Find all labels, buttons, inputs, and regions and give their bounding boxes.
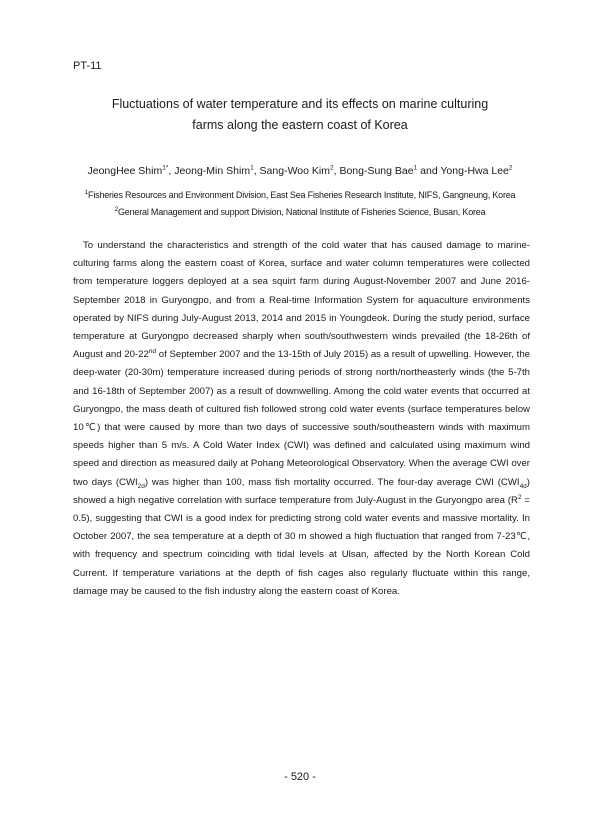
subscript-2d: 2d — [137, 482, 145, 490]
abstract-text: = 0.5), suggesting that CWI is a good index for predicting strong cold water events and massive mortality. In October 2007, the sea temperature at a depth of 30 m showed a high fluctuation that ranged from 7-23℃, with frequency and spectrum coinciding with tidal levels at Ulsan, affected by the North Korean Cold Current. If temperature variations at the depth of fish cages also regularly fluctuate within this range, damage may be caused to the fish industry along the eastern coast of Korea. — [73, 494, 530, 597]
author-separator: , — [253, 165, 260, 177]
abstract-text: ) showed a high negative correlation with surface temperature from July-August in the Guryongpo area (R — [73, 476, 530, 506]
session-code: PT-11 — [73, 60, 102, 72]
author-mark: 2 — [508, 164, 513, 172]
title-line-1: Fluctuations of water temperature and its effects on marine culturing — [111, 97, 489, 111]
author: Bong-Sung Bae — [339, 165, 414, 177]
abstract-text: To understand the characteristics and strength of the cold water that has caused damage to marine-culturing farms along the eastern coast of Korea, surface and water column temperatures were collected from temperature loggers deployed at a sea squirt farm during August-November 2007 and June 2016-September 2018 in Guryongpo, and from a Real-time Information System for aquaculture environments operated by NIFS during July-August 2013, 2014 and 2015 in Youngdeok. During the study period, surface temperature at Guryongpo decreased sharply when south/southwestern winds prevailed (the 18-26th of August and 20-22 — [73, 240, 530, 361]
superscript-2: 2 — [517, 493, 522, 501]
subscript-4d: 4d — [519, 482, 527, 490]
author-separator: and — [417, 165, 441, 177]
affiliation-1 — [40, 190, 560, 200]
abstract-text: ) was higher than 100, mass fish mortality occurred. The four-day average CWI (CWI — [144, 476, 520, 488]
author-separator: , — [168, 165, 175, 177]
author: Sang-Woo Kim — [259, 165, 330, 177]
author-mark: 1 — [413, 164, 418, 172]
title-line-2: farms along the eastern coast of Korea — [192, 118, 408, 132]
affiliation-mark: 2 — [114, 206, 118, 213]
author: Yong-Hwa Lee — [440, 165, 509, 177]
abstract-body — [73, 237, 530, 601]
affiliation-text: Fisheries Resources and Environment Division, East Sea Fisheries Research Institute, NIFS, Gangneung, Korea — [88, 190, 516, 200]
author-mark: 1* — [162, 164, 169, 172]
author-separator: , — [333, 165, 340, 177]
author: Jeong-Min Shim — [174, 165, 251, 177]
affiliation-text: General Management and support Division, National Institute of Fisheries Science, Busan, Korea — [118, 207, 486, 217]
page-number: - 520 - — [284, 771, 316, 783]
author-list — [40, 165, 560, 177]
superscript-nd: nd — [148, 348, 157, 356]
author: JeongHee Shim — [87, 165, 163, 177]
affiliation-2 — [40, 207, 560, 217]
paper-title — [60, 94, 540, 136]
author-mark: 2 — [329, 164, 334, 172]
abstract-text: of September 2007 and the 13-15th of July 2015) as a result of upwelling. However, the deep-water (20-30m) temperature increased during periods of strong north/northeasterly winds (the 5-7th and 16-18th of September 2007) as a result of downwelling. Among the cold water events that occurred at Guryongpo, the mass death of cultured fish followed strong cold water events (surface temperatures below 10℃) that were caused by more than two days of successive south/southeastern winds with maximum speeds higher than 5 m/s. A Cold Water Index (CWI) was defined and calculated using maximum wind speed and direction as measured daily at Pohang Meteorological Observatory. When the average CWI over two days (CWI — [73, 349, 530, 488]
author-mark: 1 — [250, 164, 254, 172]
affiliation-mark: 1 — [84, 189, 89, 196]
